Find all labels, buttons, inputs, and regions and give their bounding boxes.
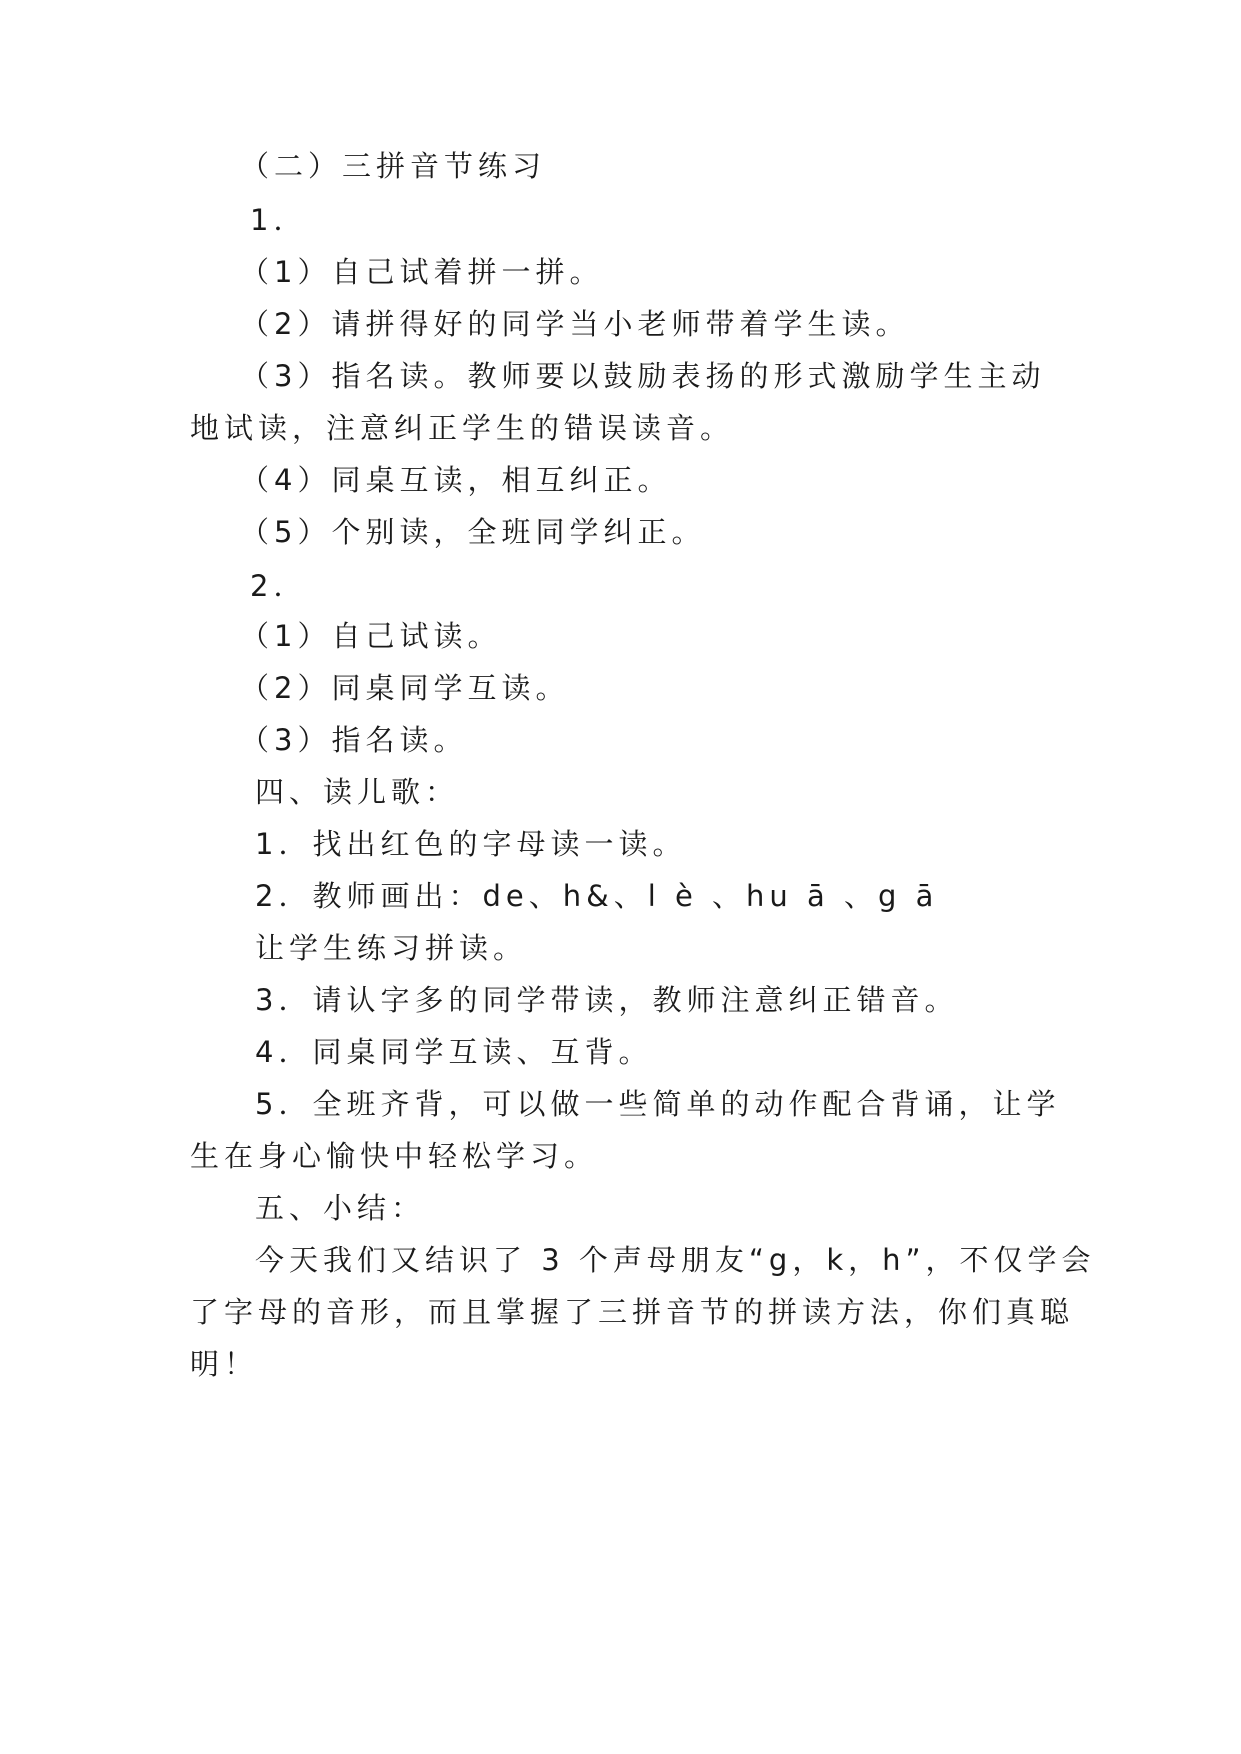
step-text: 1．找出红色的字母读一读。 <box>255 827 687 861</box>
step-text: （1）自己试着拼一拼。 <box>240 255 604 289</box>
paragraph-line: （3）指名读。教师要以鼓励表扬的形式激励学生主动 <box>240 359 1046 393</box>
step-text: 让学生练习拼读。 <box>255 931 528 965</box>
step-text: （1）自己试读。 <box>240 619 502 653</box>
section-heading-summary: 五、小结： <box>255 1191 426 1225</box>
paragraph-line: 今天我们又结识了 3 个声母朋友“g，k，h”，不仅学会 <box>255 1243 1096 1277</box>
section-heading-read-song: 四、读儿歌： <box>255 775 460 809</box>
section-heading-syllable-practice: （二）三拼音节练习 <box>240 149 547 183</box>
paragraph-line: 明！ <box>190 1347 259 1381</box>
step-text: 4．同桌同学互读、互背。 <box>255 1035 653 1069</box>
step-text: （2）请拼得好的同学当小老师带着学生读。 <box>240 307 910 341</box>
item-number-2: 2． <box>250 569 308 603</box>
step-text: （5）个别读，全班同学纠正。 <box>240 515 706 549</box>
step-text-pinyin: 2．教师画出：de、h&、l è 、hu ā 、g ā <box>255 879 939 913</box>
paragraph-line: 地试读，注意纠正学生的错误读音。 <box>190 411 735 445</box>
paragraph-line: 了字母的音形，而且掌握了三拼音节的拼读方法，你们真聪 <box>190 1295 1075 1329</box>
step-text: 3．请认字多的同学带读，教师注意纠正错音。 <box>255 983 959 1017</box>
step-text: （3）指名读。 <box>240 723 468 757</box>
paragraph-line: 生在身心愉快中轻松学习。 <box>190 1139 599 1173</box>
step-text: （4）同桌互读，相互纠正。 <box>240 463 672 497</box>
paragraph-line: 5．全班齐背，可以做一些简单的动作配合背诵，让学 <box>255 1087 1061 1121</box>
item-number-1: 1． <box>250 203 308 237</box>
step-text: （2）同桌同学互读。 <box>240 671 570 705</box>
